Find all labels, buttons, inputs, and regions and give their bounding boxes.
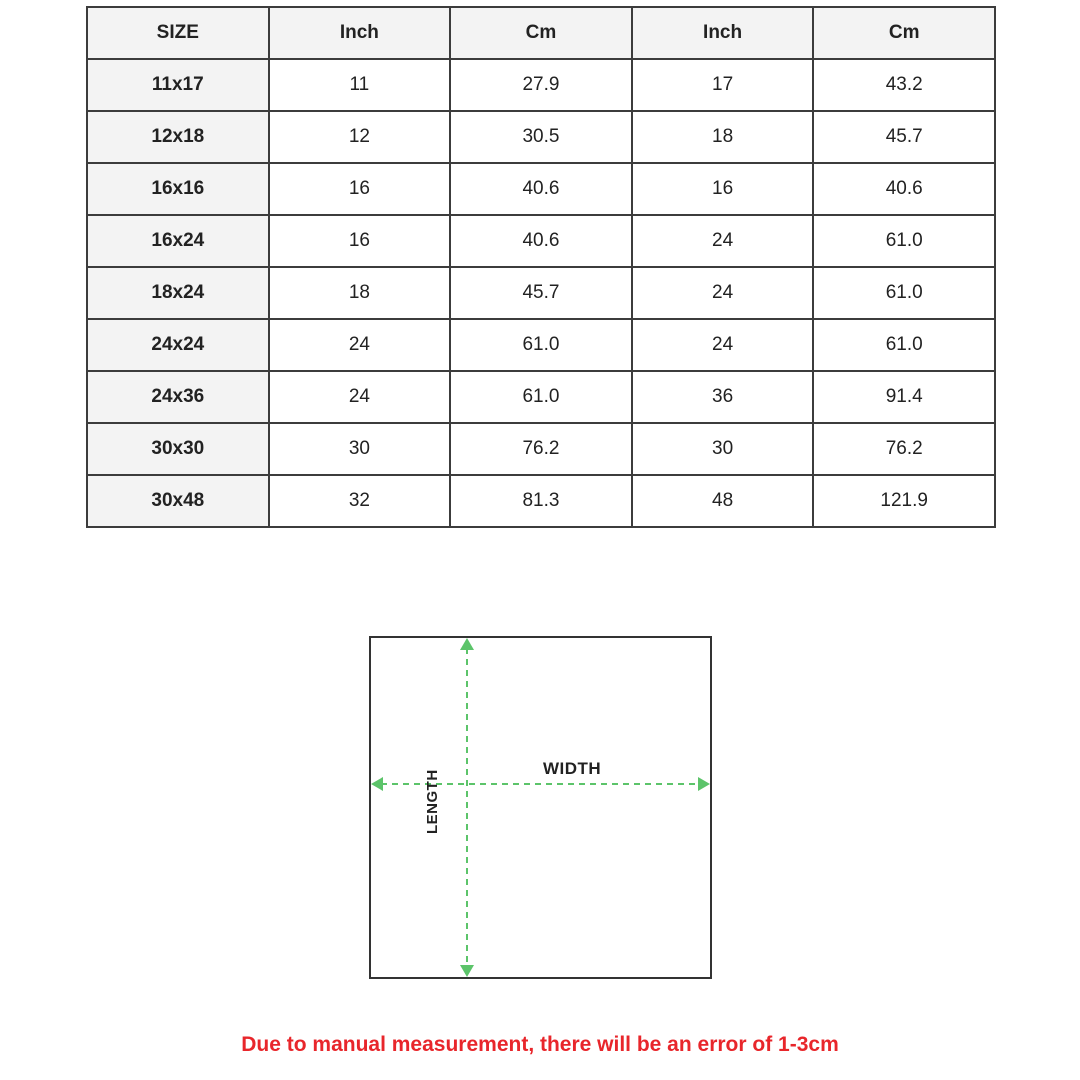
length-inch-cell: 17 xyxy=(632,59,814,111)
table-row xyxy=(87,319,995,371)
length-inch-cell: 16 xyxy=(632,163,814,215)
width-inch-cell: 16 xyxy=(269,215,451,267)
width-cm-cell: 40.6 xyxy=(450,163,632,215)
table-header-row xyxy=(87,7,995,59)
table-row xyxy=(87,163,995,215)
table-row xyxy=(87,423,995,475)
size-cell: 12x18 xyxy=(87,111,269,163)
measurement-arrows xyxy=(369,636,712,979)
width-inch-cell: 16 xyxy=(269,163,451,215)
width-arrow-right-head xyxy=(698,777,710,791)
length-cm-cell: 76.2 xyxy=(813,423,995,475)
length-inch-cell: 24 xyxy=(632,215,814,267)
width-cm-cell: 76.2 xyxy=(450,423,632,475)
header-length-cm: Cm xyxy=(813,7,995,59)
width-inch-cell: 30 xyxy=(269,423,451,475)
width-label: WIDTH xyxy=(543,759,602,778)
size-cell: 24x36 xyxy=(87,371,269,423)
length-arrow-bottom-head xyxy=(460,965,474,977)
length-arrow-top-head xyxy=(460,638,474,650)
length-cm-cell: 45.7 xyxy=(813,111,995,163)
width-cm-cell: 27.9 xyxy=(450,59,632,111)
length-cm-cell: 61.0 xyxy=(813,267,995,319)
length-cm-cell: 43.2 xyxy=(813,59,995,111)
width-cm-cell: 61.0 xyxy=(450,371,632,423)
length-cm-cell: 121.9 xyxy=(813,475,995,527)
length-inch-cell: 24 xyxy=(632,267,814,319)
width-cm-cell: 30.5 xyxy=(450,111,632,163)
width-cm-cell: 61.0 xyxy=(450,319,632,371)
length-inch-cell: 36 xyxy=(632,371,814,423)
size-chart-table xyxy=(86,6,996,528)
size-cell: 30x30 xyxy=(87,423,269,475)
header-size: SIZE xyxy=(87,7,269,59)
header-length-inch: Inch xyxy=(632,7,814,59)
table-row xyxy=(87,475,995,527)
size-cell: 16x16 xyxy=(87,163,269,215)
length-cm-cell: 40.6 xyxy=(813,163,995,215)
width-inch-cell: 24 xyxy=(269,371,451,423)
measurement-error-note: Due to manual measurement, there will be an error of 1-3cm xyxy=(241,1033,839,1056)
length-inch-cell: 24 xyxy=(632,319,814,371)
table-row xyxy=(87,59,995,111)
table-row xyxy=(87,267,995,319)
width-cm-cell: 45.7 xyxy=(450,267,632,319)
table-row xyxy=(87,371,995,423)
size-cell: 11x17 xyxy=(87,59,269,111)
width-inch-cell: 32 xyxy=(269,475,451,527)
width-arrow-left-head xyxy=(371,777,383,791)
size-cell: 18x24 xyxy=(87,267,269,319)
length-inch-cell: 30 xyxy=(632,423,814,475)
length-label: LENGTH xyxy=(424,769,441,834)
size-cell: 24x24 xyxy=(87,319,269,371)
width-cm-cell: 81.3 xyxy=(450,475,632,527)
table-row xyxy=(87,111,995,163)
length-cm-cell: 61.0 xyxy=(813,215,995,267)
measurement-diagram xyxy=(369,636,712,979)
table-row xyxy=(87,215,995,267)
width-inch-cell: 24 xyxy=(269,319,451,371)
length-cm-cell: 61.0 xyxy=(813,319,995,371)
width-inch-cell: 18 xyxy=(269,267,451,319)
length-inch-cell: 18 xyxy=(632,111,814,163)
header-width-cm: Cm xyxy=(450,7,632,59)
header-width-inch: Inch xyxy=(269,7,451,59)
width-inch-cell: 12 xyxy=(269,111,451,163)
length-cm-cell: 91.4 xyxy=(813,371,995,423)
width-cm-cell: 40.6 xyxy=(450,215,632,267)
size-cell: 30x48 xyxy=(87,475,269,527)
length-inch-cell: 48 xyxy=(632,475,814,527)
size-cell: 16x24 xyxy=(87,215,269,267)
width-inch-cell: 11 xyxy=(269,59,451,111)
